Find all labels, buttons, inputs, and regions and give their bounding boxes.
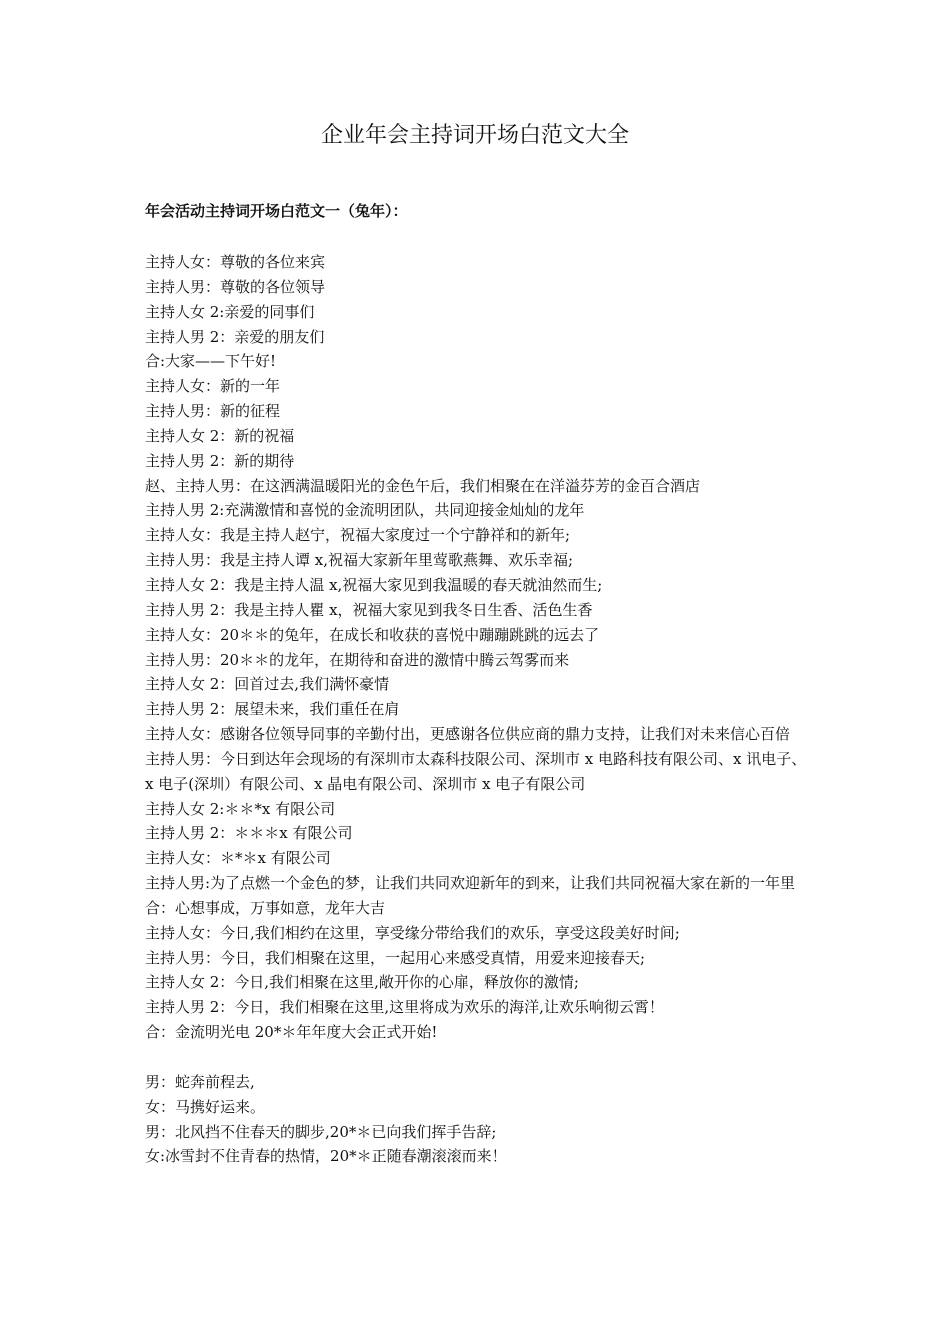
dialogue-line: 主持人女：感谢各位领导同事的辛勤付出，更感谢各位供应商的鼎力支持，让我们对未来信心百倍 [145,725,791,744]
dialogue-line: 主持人男 2：亲爱的朋友们 [145,327,325,346]
section-heading: 年会活动主持词开场白范文一（兔年）： [145,202,408,220]
dialogue-line: 主持人女 2:亲爱的同事们 [145,302,315,321]
dialogue-line: 主持人男：今日，我们相聚在这里，一起用心来感受真情，用爱来迎接春天; [145,948,646,967]
dialogue-line: 女：马携好运来。 [145,1097,266,1116]
dialogue-line: 主持人女：20＊＊的兔年，在成长和收获的喜悦中蹦蹦跳跳的远去了 [145,625,600,644]
dialogue-line: 主持人女：新的一年 [145,377,281,396]
dialogue-line: 合:大家——下午好! [145,352,277,371]
dialogue-line: 主持人女：尊敬的各位来宾 [145,253,326,271]
dialogue-line: 主持人男：新的征程 [145,402,281,421]
dialogue-line: 主持人男：今日到达年会现场的有深圳市太森科技限公司、深圳市 x 电路科技有限公司、x 讯电子、x 电子(深圳）有限公司、x 晶电有限公司、深圳市 x 电子有限公司 [145,749,807,793]
dialogue-line: 主持人男：20＊＊的龙年，在期待和奋进的激情中腾云驾雾而来 [145,650,570,669]
dialogue-line: 主持人男 2：我是主持人瞿 x，祝福大家见到我冬日生香、活色生香 [145,600,593,619]
dialogue-line: 赵、主持人男：在这洒满温暖阳光的金色午后，我们相聚在在洋溢芬芳的金百合酒店 [145,476,701,495]
paragraph-gap [145,1045,810,1070]
dialogue-line: 合：心想事成，万事如意，龙年大吉 [145,898,386,917]
document-title: 企业年会主持词开场白范文大全 [320,123,629,148]
dialogue-part-1 [145,250,810,1045]
dialogue-line: 主持人女：＊*＊x 有限公司 [145,849,331,868]
dialogue-line: 主持人女 2：我是主持人温 x,祝福大家见到我温暖的春天就油然而生; [145,575,603,594]
dialogue-line: 主持人女 2：新的祝福 [145,426,295,445]
dialogue-line: 女:冰雪封不住青春的热情，20*＊正随春潮滚滚而来！ [145,1147,507,1166]
dialogue-line: 主持人男 2：＊＊＊x 有限公司 [145,824,353,843]
dialogue-line: 主持人女：今日,我们相约在这里，享受缘分带给我们的欢乐，享受这段美好时间; [145,923,680,942]
dialogue-line: 主持人男 2：今日，我们相聚在这里,这里将成为欢乐的海洋,让欢乐响彻云霄！ [145,998,664,1017]
dialogue-line: 主持人男 2：新的期待 [145,451,295,470]
dialogue-part-2 [145,1070,810,1169]
dialogue-line: 男：北风挡不住春天的脚步,20*＊已向我们挥手告辞; [145,1122,497,1141]
dialogue-line: 主持人男：尊敬的各位领导 [145,277,326,296]
dialogue-line: 主持人男 2：展望未来，我们重任在肩 [145,700,400,719]
dialogue-line: 合：金流明光电 20*＊年年度大会正式开始! [145,1023,438,1042]
dialogue-line: 主持人男：我是主持人谭 x,祝福大家新年里莺歌燕舞、欢乐幸福; [145,551,574,570]
dialogue-line: 男：蛇奔前程去, [145,1072,255,1091]
dialogue-line: 主持人女：我是主持人赵宁，祝福大家度过一个宁静祥和的新年; [145,526,571,545]
dialogue-line: 主持人男 2:充满激情和喜悦的金流明团队，共同迎接金灿灿的龙年 [145,501,585,520]
dialogue-line: 主持人女 2：今日,我们相聚在这里,敞开你的心扉，释放你的激情; [145,973,579,992]
dialogue-line: 主持人男:为了点燃一个金色的梦，让我们共同欢迎新年的到来，让我们共同祝福大家在新的一年里 [145,874,796,893]
dialogue-line: 主持人女 2:＊＊*x 有限公司 [145,799,336,818]
dialogue-line: 主持人女 2：回首过去,我们满怀豪情 [145,675,390,694]
document-body [145,250,810,1169]
